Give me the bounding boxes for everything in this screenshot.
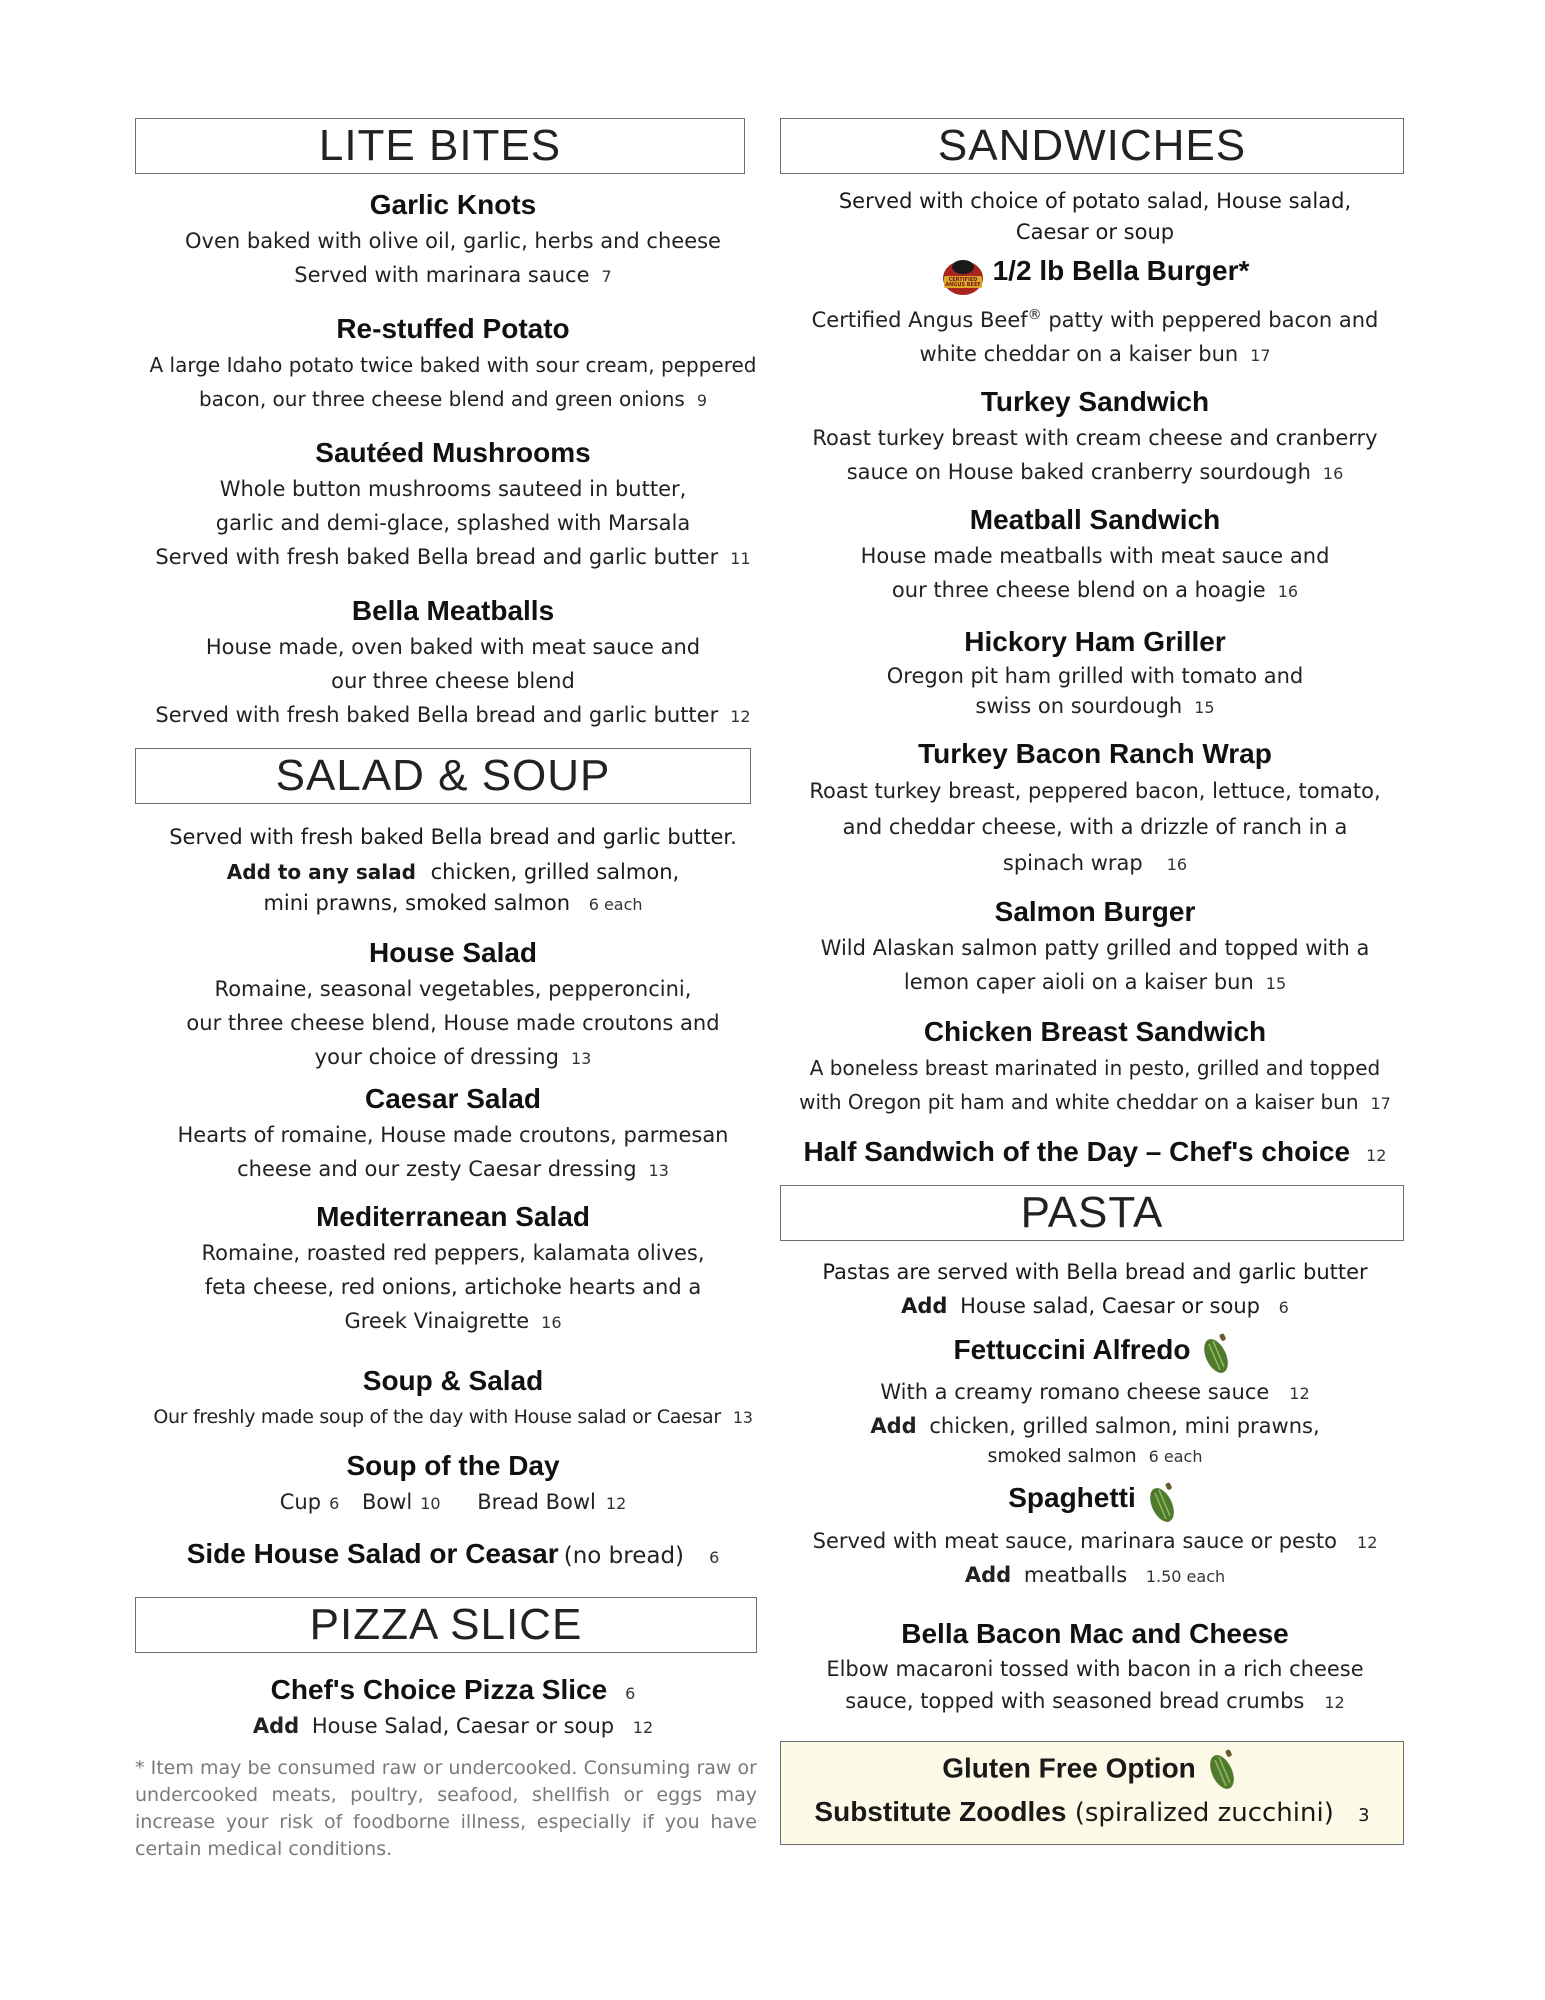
menu-item-bacon-mac-cheese	[780, 1615, 1410, 1719]
gluten-free-name: Substitute Zoodles	[814, 1795, 1067, 1827]
item-desc: Our freshly made soup of the day with House salad or Caesar	[153, 1406, 721, 1428]
item-price: 11	[730, 549, 751, 568]
item-price: 13	[732, 1408, 753, 1427]
add-label: Add	[870, 1414, 917, 1438]
menu-item-soup-of-day	[135, 1447, 771, 1521]
item-name: Spaghetti	[1008, 1482, 1136, 1513]
item-name: Half Sandwich of the Day – Chef's choice	[803, 1135, 1351, 1167]
item-name: Meatball Sandwich	[969, 503, 1221, 535]
item-desc: Whole button mushrooms sauteed in butter,	[219, 477, 687, 501]
item-desc: Served with fresh baked Bella bread and garlic butter	[155, 703, 719, 727]
item-desc: House made, oven baked with meat sauce and	[205, 635, 701, 659]
item-desc: feta cheese, red onions, artichoke hearts and a	[204, 1275, 702, 1299]
item-price: 6	[709, 1548, 720, 1567]
item-desc: House made meatballs with meat sauce and	[860, 543, 1330, 568]
item-price: 13	[648, 1161, 669, 1180]
salad-soup-intro: Served with fresh baked Bella bread and garlic butter.	[169, 825, 737, 849]
add-line1: chicken, grilled salmon,	[430, 860, 680, 884]
item-desc: Served with fresh baked Bella bread and garlic butter	[155, 545, 719, 569]
add-label: Add	[901, 1293, 948, 1318]
item-name: Chef's Choice Pizza Slice	[270, 1674, 608, 1705]
item-name: 1/2 lb Bella Burger*	[992, 255, 1250, 286]
item-name: Re-stuffed Potato	[336, 313, 570, 344]
item-note: (no bread)	[563, 1543, 685, 1569]
item-price: 16	[1322, 463, 1344, 483]
intro-line1: Served with choice of potato salad, House salad,	[838, 189, 1352, 213]
lite-bites-title: LITE BITES	[318, 121, 562, 170]
item-desc: Elbow macaroni tossed with bacon in a rich cheese	[826, 1656, 1364, 1681]
item-name: Mediterranean Salad	[316, 1201, 590, 1232]
add-price: 6 each	[1148, 1447, 1203, 1466]
sandwiches-intro	[780, 186, 1410, 248]
item-name: Sautéed Mushrooms	[315, 437, 591, 468]
burger-desc-a: Certified Angus Beef	[811, 307, 1028, 332]
item-price: 6	[625, 1684, 636, 1703]
add-text: House salad, Caesar or soup	[960, 1293, 1260, 1318]
item-name: Turkey Sandwich	[980, 385, 1210, 417]
menu-item-turkey-sandwich	[780, 383, 1410, 491]
gluten-free-note: (spiralized zucchini)	[1074, 1797, 1334, 1828]
menu-item-turkey-bacon-ranch-wrap	[780, 735, 1410, 883]
salad-add-on-2	[135, 888, 771, 920]
item-desc: with Oregon pit ham and white cheddar on a kaiser bun	[799, 1089, 1359, 1114]
certified-angus-beef-icon	[941, 254, 985, 298]
menu-item-spaghetti	[780, 1479, 1410, 1593]
menu-item-hickory-ham-griller	[780, 623, 1410, 723]
item-name: Hickory Ham Griller	[964, 625, 1226, 657]
bread-bowl-price: 12	[605, 1494, 627, 1513]
item-price: 9	[696, 391, 708, 410]
item-desc: Romaine, roasted red peppers, kalamata olives,	[201, 1241, 705, 1265]
item-desc: Greek Vinaigrette	[344, 1309, 530, 1333]
item-price: 15	[1265, 973, 1287, 993]
item-name: House Salad	[368, 937, 538, 968]
item-desc: sauce on House baked cranberry sourdough	[846, 459, 1311, 484]
cup-price: 6	[329, 1494, 340, 1513]
left-column	[135, 118, 771, 1863]
item-price: 12	[1366, 1145, 1387, 1165]
add-text: House Salad, Caesar or soup	[311, 1714, 615, 1738]
item-desc: Romaine, seasonal vegetables, pepperoncini,	[214, 977, 692, 1001]
item-price: 12	[1357, 1532, 1378, 1552]
badge-text-2: ANGUS BEEF	[944, 281, 981, 288]
item-desc: A boneless breast marinated in pesto, grilled and topped	[809, 1055, 1381, 1080]
menu-item-chicken-breast-sandwich	[780, 1013, 1410, 1121]
menu-item-half-sandwich	[780, 1133, 1410, 1171]
item-desc: Oven baked with olive oil, garlic, herbs and cheese	[185, 229, 721, 253]
menu-item-fettuccini-alfredo	[780, 1331, 1410, 1472]
item-desc: Served with meat sauce, marinara sauce or pesto	[812, 1528, 1338, 1553]
item-name: Bella Meatballs	[351, 595, 555, 626]
gluten-free-price: 3	[1358, 1804, 1370, 1826]
pasta-intro-line: Pastas are served with Bella bread and garlic butter	[822, 1259, 1368, 1284]
item-price: 7	[601, 267, 612, 286]
gluten-free-box	[780, 1741, 1404, 1845]
add-label: Add	[964, 1562, 1012, 1587]
zucchini-icon	[1142, 1481, 1182, 1525]
pasta-header	[780, 1185, 1404, 1241]
item-desc: our three cheese blend on a hoagie	[891, 577, 1266, 602]
item-price: 13	[570, 1049, 592, 1068]
item-desc: sauce, topped with seasoned bread crumbs	[845, 1688, 1305, 1713]
item-desc: Served with marinara sauce	[294, 263, 590, 287]
pasta-intro	[780, 1255, 1410, 1325]
item-name: Bella Bacon Mac and Cheese	[901, 1617, 1289, 1649]
item-price: 16	[541, 1313, 562, 1332]
item-price: 17	[1370, 1093, 1391, 1113]
registered-mark: ®	[1027, 306, 1042, 323]
add-label: Add	[252, 1714, 300, 1738]
sandwiches-title: SANDWICHES	[937, 121, 1247, 170]
item-name: Caesar Salad	[365, 1083, 541, 1114]
item-name: Fettuccini Alfredo	[953, 1333, 1191, 1365]
pasta-title: PASTA	[1020, 1187, 1164, 1237]
add-price: 6 each	[588, 895, 643, 914]
item-desc: Wild Alaskan salmon patty grilled and topped with a	[820, 935, 1370, 960]
right-column	[780, 118, 1410, 1845]
item-desc: white cheddar on a kaiser bun	[919, 341, 1239, 366]
zucchini-icon	[1196, 1332, 1236, 1376]
item-desc: cheese and our zesty Caesar dressing	[237, 1157, 637, 1181]
menu-item-side-salad	[135, 1535, 771, 1573]
add-line2: smoked salmon	[987, 1445, 1137, 1467]
item-price: 15	[1194, 697, 1215, 717]
item-price: 17	[1250, 345, 1271, 365]
lite-bites-header	[135, 118, 745, 174]
menu-item-garlic-knots	[135, 186, 771, 294]
bread-bowl-label: Bread Bowl	[477, 1490, 596, 1514]
item-name: Turkey Bacon Ranch Wrap	[918, 737, 1272, 769]
item-desc: garlic and demi-glace, splashed with Marsala	[215, 511, 691, 535]
salad-soup-title: SALAD & SOUP	[275, 751, 611, 800]
menu-item-pizza-slice	[135, 1671, 771, 1745]
item-desc: our three cheese blend, House made croutons and	[186, 1011, 720, 1035]
sandwiches-header	[780, 118, 1404, 174]
item-desc: With a creamy romano cheese sauce	[880, 1380, 1270, 1404]
add-price: 1.50 each	[1145, 1566, 1226, 1586]
salad-add-on	[135, 857, 771, 888]
menu-item-mediterranean-salad	[135, 1198, 771, 1340]
pizza-slice-header	[135, 1597, 757, 1653]
item-desc: Hearts of romaine, House made croutons, parmesan	[177, 1123, 729, 1147]
item-desc: our three cheese blend	[331, 669, 575, 693]
add-price: 12	[632, 1718, 654, 1737]
zucchini-icon	[1202, 1748, 1242, 1792]
item-desc: A large Idaho potato twice baked with sour cream, peppered	[149, 353, 757, 377]
menu-item-bella-burger	[780, 252, 1410, 373]
add-text: meatballs	[1023, 1562, 1128, 1587]
menu-item-sauteed-mushrooms	[135, 434, 771, 576]
item-desc: Roast turkey breast, peppered bacon, lettuce, tomato,	[809, 778, 1381, 803]
menu-item-salmon-burger	[780, 893, 1410, 1001]
item-price: 12	[730, 707, 751, 726]
item-name: Soup of the Day	[346, 1450, 560, 1481]
item-desc: swiss on sourdough	[975, 693, 1183, 718]
item-name: Salmon Burger	[994, 895, 1196, 927]
intro-line2: Caesar or soup	[1015, 220, 1175, 244]
item-name: Side House Salad or Ceasar	[186, 1538, 559, 1569]
salad-soup-header	[135, 748, 751, 804]
item-desc: Oregon pit ham grilled with tomato and	[886, 663, 1304, 688]
add-line2: mini prawns, smoked salmon	[263, 891, 570, 915]
menu-item-caesar-salad	[135, 1080, 771, 1188]
item-desc: spinach wrap	[1002, 850, 1143, 875]
burger-desc-b: patty with peppered bacon and	[1048, 307, 1379, 332]
item-name: Garlic Knots	[369, 189, 537, 220]
item-desc: Roast turkey breast with cream cheese and cranberry	[812, 425, 1378, 450]
pizza-title: PIZZA SLICE	[309, 1600, 583, 1649]
item-desc: your choice of dressing	[314, 1045, 559, 1069]
cup-label: Cup	[279, 1490, 322, 1514]
gluten-free-title: Gluten Free Option	[942, 1751, 1196, 1783]
item-name: Chicken Breast Sandwich	[923, 1015, 1267, 1047]
item-price: 12	[1289, 1384, 1310, 1403]
add-price: 6	[1278, 1297, 1289, 1317]
menu-item-soup-salad	[135, 1362, 771, 1435]
item-desc: lemon caper aioli on a kaiser bun	[903, 969, 1254, 994]
item-price: 12	[1324, 1692, 1345, 1712]
item-desc: and cheddar cheese, with a drizzle of ranch in a	[842, 814, 1348, 839]
item-name: Soup & Salad	[362, 1365, 544, 1396]
menu-item-meatball-sandwich	[780, 501, 1410, 609]
badge-text-1: CERTIFIED	[948, 276, 978, 283]
add-text: chicken, grilled salmon, mini prawns,	[929, 1414, 1320, 1438]
menu-item-house-salad	[135, 934, 771, 1076]
bowl-price: 10	[420, 1494, 441, 1513]
menu-item-restuffed-potato	[135, 310, 771, 418]
item-price: 16	[1166, 854, 1188, 874]
menu-item-bella-meatballs	[135, 592, 771, 734]
bowl-label: Bowl	[361, 1490, 413, 1514]
item-price: 16	[1277, 581, 1299, 601]
item-desc: bacon, our three cheese blend and green onions	[198, 387, 685, 411]
add-label: Add to any salad	[226, 860, 416, 884]
food-safety-disclaimer: * Item may be consumed raw or undercooked. Consuming raw or undercooked meats, poultry, seafood, shellfish or eggs may increase your risk of foodborne illness, especially if you have certain medical conditions.	[135, 1757, 757, 1860]
